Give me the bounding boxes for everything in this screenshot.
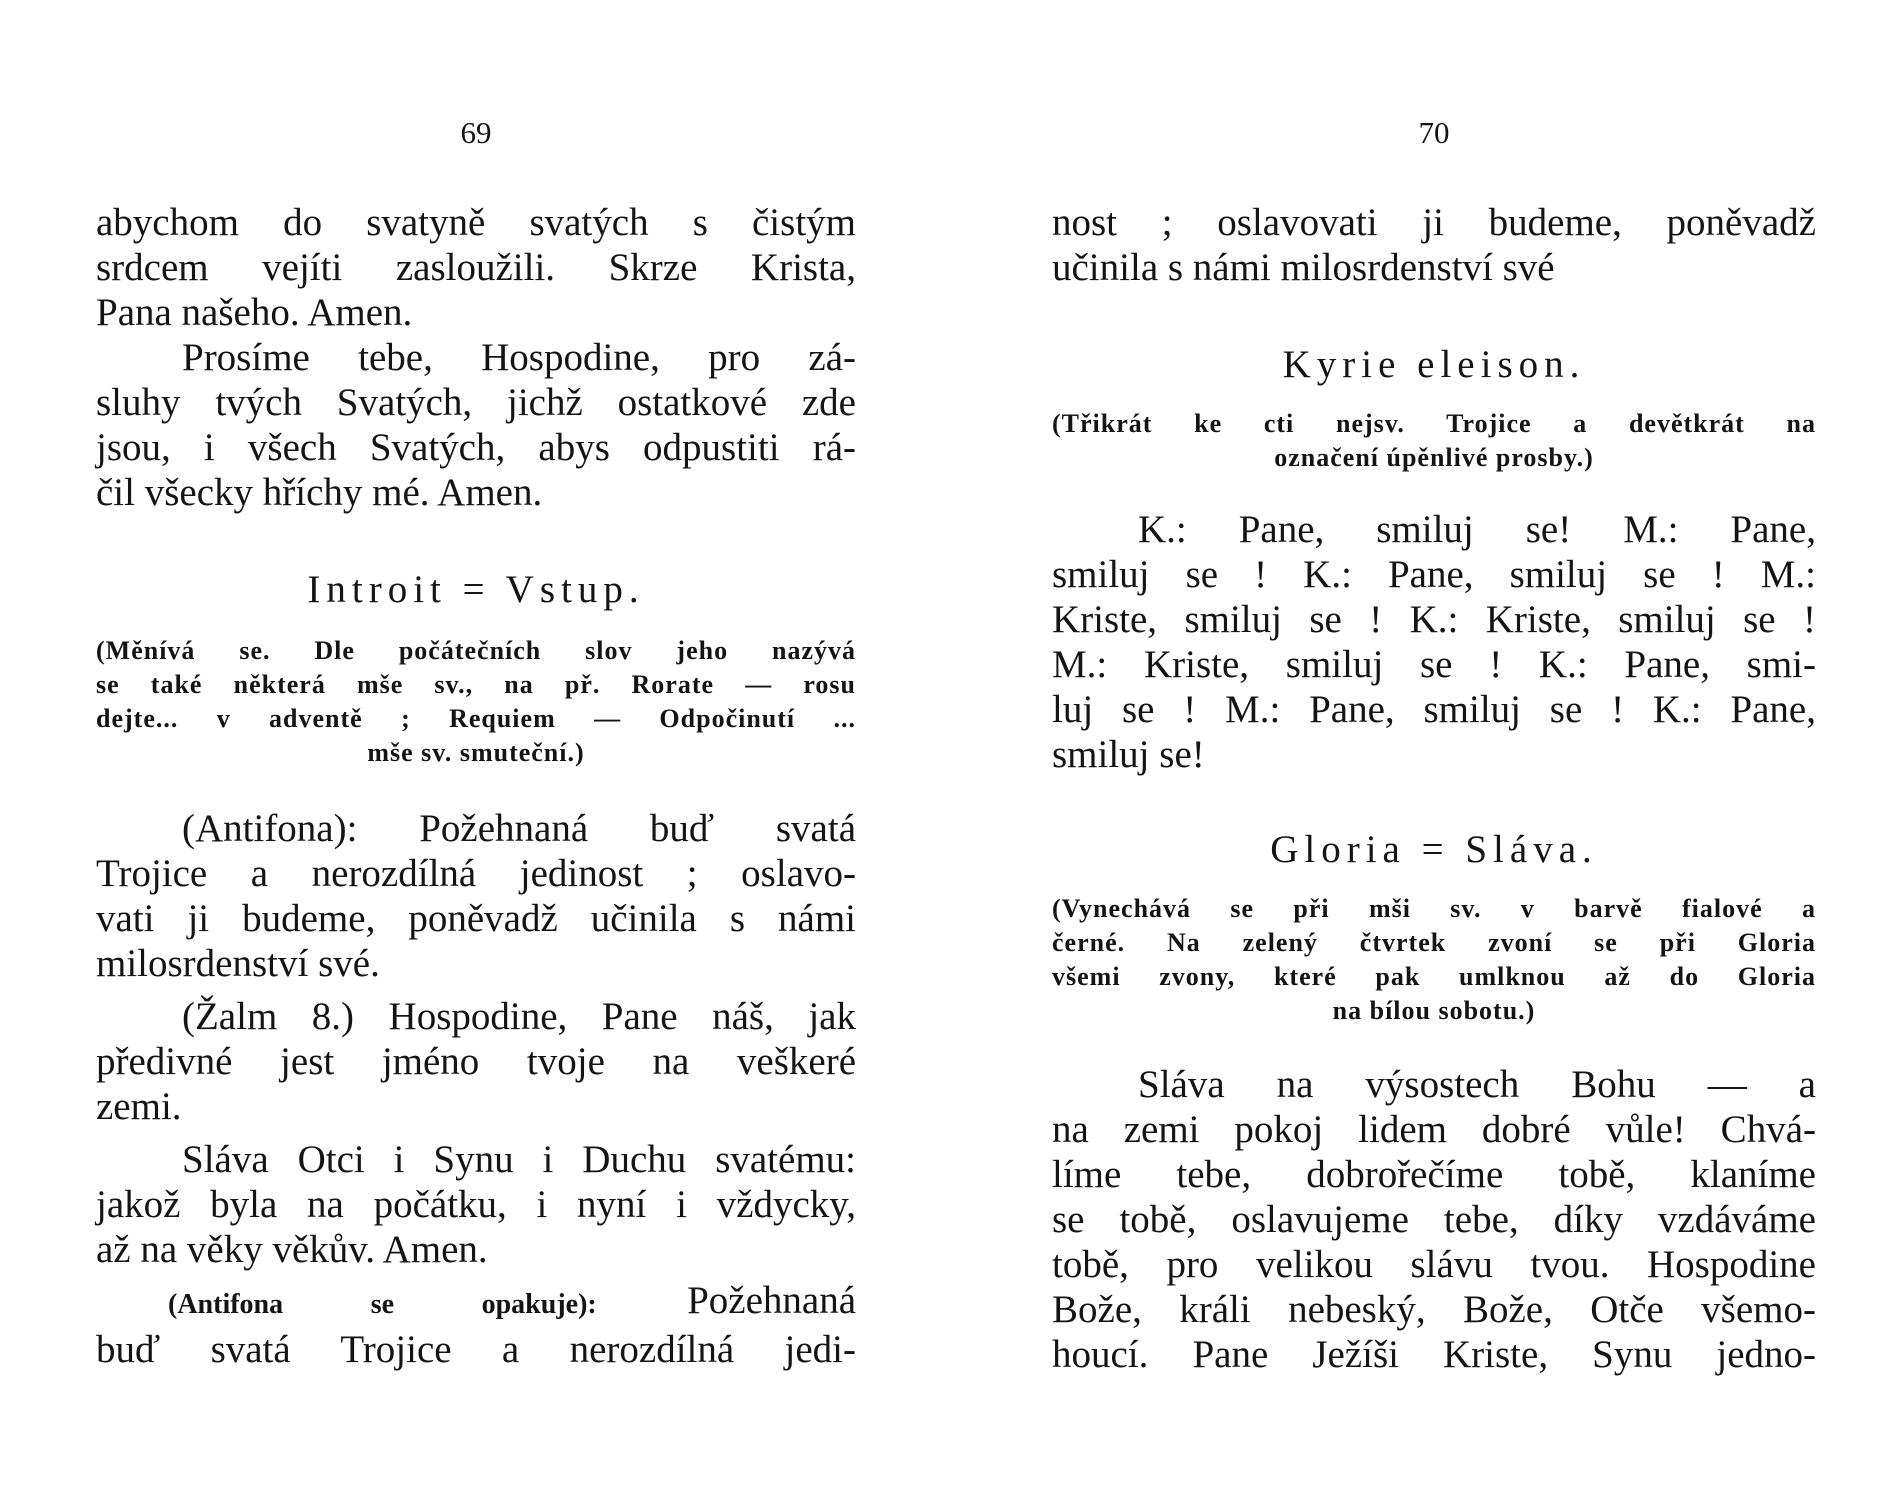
rubric bbox=[1052, 407, 1816, 475]
page-number: 69 bbox=[460, 115, 492, 150]
page-number: 70 bbox=[1418, 115, 1450, 150]
paragraph bbox=[1052, 507, 1816, 777]
text-line: (Antifona): Požehnaná buď svatá bbox=[182, 807, 856, 850]
text-line: K.: Pane, smiluj se! M.: Pane, bbox=[1138, 508, 1816, 551]
text-line: předivné jest jméno tvoje na veškeré bbox=[96, 1040, 856, 1083]
page-body bbox=[96, 200, 856, 1372]
text-line: až na věky věkův. Amen. bbox=[96, 1228, 488, 1271]
text-line: na zemi pokoj lidem dobré vůle! Chvá- bbox=[1052, 1108, 1816, 1151]
section-heading: Introit = Vstup. bbox=[307, 568, 645, 611]
text-line: čil všecky hříchy mé. Amen. bbox=[96, 471, 543, 514]
text-line: smiluj se ! K.: Pane, smiluj se ! M.: bbox=[1052, 553, 1816, 596]
rubric bbox=[1052, 892, 1816, 1028]
section-heading: Kyrie eleison. bbox=[1282, 343, 1586, 386]
rubric-line: mše sv. smuteční.) bbox=[367, 738, 585, 767]
paragraph bbox=[1052, 200, 1816, 290]
paragraph bbox=[96, 200, 856, 335]
text-line: nost ; oslavovati ji budeme, poněvadž bbox=[1052, 201, 1816, 244]
text-line: Sláva Otci i Synu i Duchu svatému: bbox=[182, 1138, 856, 1181]
rubric-line: (Vynechává se při mši sv. v barvě fialové a bbox=[1052, 894, 1816, 923]
text-line: houcí. Pane Ježíši Kriste, Synu jedno- bbox=[1052, 1333, 1816, 1376]
paragraph bbox=[96, 994, 856, 1129]
rubric bbox=[96, 634, 856, 770]
paragraph bbox=[96, 1278, 856, 1372]
text-line: se tobě, oslavujeme tebe, díky vzdáváme bbox=[1052, 1198, 1816, 1241]
text-line: jsou, i všech Svatých, abys odpustiti rá- bbox=[96, 426, 856, 469]
text-line: sluhy tvých Svatých, jichž ostatkové zde bbox=[96, 381, 856, 424]
text-line: učinila s námi milosrdenství své bbox=[1052, 246, 1555, 289]
text-line: abychom do svatyně svatých s čistým bbox=[96, 201, 856, 244]
text-line: milosrdenství své. bbox=[96, 942, 380, 985]
paragraph bbox=[96, 335, 856, 515]
rubric-inline: (Antifona se opakuje): bbox=[168, 1289, 597, 1320]
paragraph bbox=[96, 1137, 856, 1272]
paragraph bbox=[1052, 1062, 1816, 1377]
text-line: srdcem vejíti zasloužili. Skrze Krista, bbox=[96, 246, 856, 289]
rubric-line: černé. Na zelený čtvrtek zvoní se při Gloria bbox=[1052, 928, 1816, 957]
rubric-line: označení úpěnlivé prosby.) bbox=[1274, 443, 1594, 472]
text-line bbox=[96, 1278, 856, 1327]
paragraph bbox=[96, 806, 856, 986]
text-line: líme tebe, dobrořečíme tobě, klaníme bbox=[1052, 1153, 1816, 1196]
text-line: smiluj se! bbox=[1052, 733, 1205, 776]
page-body bbox=[1052, 200, 1816, 1377]
text-line: luj se ! M.: Pane, smiluj se ! K.: Pane, bbox=[1052, 688, 1816, 731]
rubric-line: na bílou sobotu.) bbox=[1332, 996, 1536, 1025]
text-line: buď svatá Trojice a nerozdílná jedi- bbox=[96, 1328, 856, 1371]
text-line: zemi. bbox=[96, 1085, 182, 1128]
text-line: Prosíme tebe, Hospodine, pro zá- bbox=[182, 336, 856, 379]
text-line: Kriste, smiluj se ! K.: Kriste, smiluj se ! bbox=[1052, 598, 1816, 641]
section-heading: Gloria = Sláva. bbox=[1270, 828, 1598, 871]
text-line: Sláva na výsostech Bohu — a bbox=[1138, 1063, 1816, 1106]
text-line: (Žalm 8.) Hospodine, Pane náš, jak bbox=[182, 995, 856, 1038]
text-fragment: Požehnaná bbox=[596, 1279, 856, 1322]
text-line: M.: Kriste, smiluj se ! K.: Pane, smi- bbox=[1052, 643, 1816, 686]
text-line: jakož byla na počátku, i nyní i vždycky, bbox=[96, 1183, 856, 1226]
rubric-line: (Měnívá se. Dle počátečních slov jeho nazývá bbox=[96, 636, 856, 665]
rubric-line: všemi zvony, které pak umlknou až do Gloria bbox=[1052, 962, 1816, 991]
rubric-line: dejte... v adventě ; Requiem — Odpočinutí ... bbox=[96, 704, 856, 733]
text-line: Bože, králi nebeský, Bože, Otče všemo- bbox=[1052, 1288, 1816, 1331]
text-line: tobě, pro velikou slávu tvou. Hospodine bbox=[1052, 1243, 1816, 1286]
text-line: Trojice a nerozdílná jedinost ; oslavo- bbox=[96, 852, 856, 895]
rubric-line: (Třikrát ke cti nejsv. Trojice a devětkrát na bbox=[1052, 409, 1816, 438]
rubric-line: se také některá mše sv., na př. Rorate — rosu bbox=[96, 670, 856, 699]
text-line: Pana našeho. Amen. bbox=[96, 291, 413, 334]
text-line: vati ji budeme, poněvadž učinila s námi bbox=[96, 897, 856, 940]
